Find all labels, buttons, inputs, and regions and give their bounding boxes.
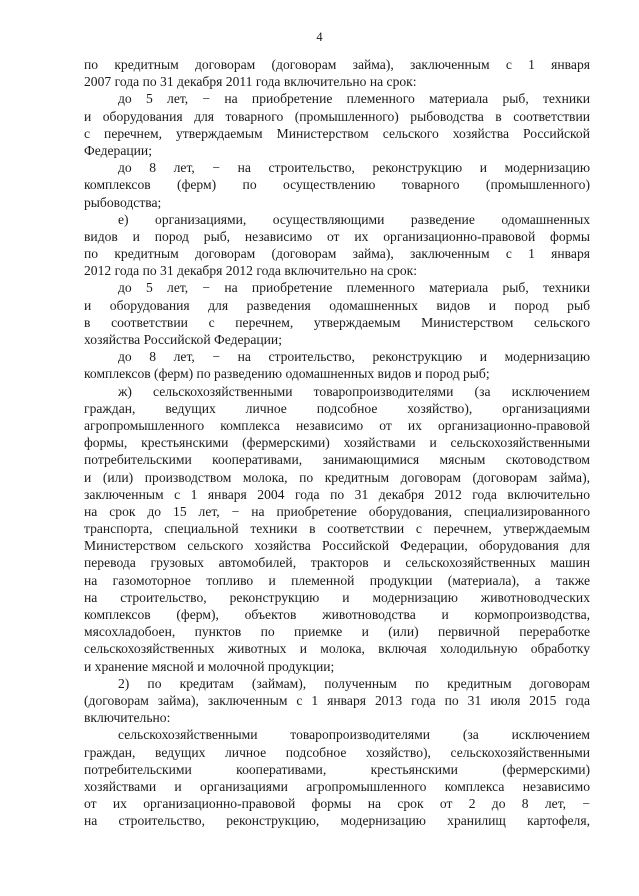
text-line: до 8 лет, − на строительство, реконструкцию и модернизацию <box>118 160 590 176</box>
text-line: потребительскими кооперативами, занимающимися мясным скотоводством <box>84 452 590 468</box>
text-line: (договорам займа), заключенным с 1 января 2013 года по 31 июля 2015 года <box>84 692 590 708</box>
text-line: Федерации; <box>84 142 152 158</box>
text-line: и оборудования для разведения одомашненных видов и пород рыб <box>84 297 590 313</box>
text-line: хозяйства Российской Федерации; <box>84 332 282 347</box>
text-line: сельскохозяйственных животных и молока, включая холодильную обработку <box>84 641 590 657</box>
text-line: перевода грузовых автомобилей, тракторов и сельскохозяйственных машин <box>84 555 590 571</box>
text-line: рыбоводства; <box>84 194 162 210</box>
text-line: граждан, ведущих личное подсобное хозяйство), сельскохозяйственными <box>84 744 590 760</box>
page-number: 4 <box>316 30 323 44</box>
text-line: на строительство, реконструкцию, модернизацию хранилищ картофеля, <box>84 813 590 829</box>
text-line: на срок до 15 лет, − на приобретение оборудования, специализированного <box>84 503 590 519</box>
text-line: 2012 года по 31 декабря 2012 года включительно на срок: <box>84 263 418 279</box>
text-line: и (или) производством молока, по кредитным договорам (договорам займа), <box>84 469 590 485</box>
text-line: транспорта, специальной техники в соответствии с перечнем, утверждаемым <box>84 521 590 537</box>
text-line: заключенным с 1 января 2004 года по 31 декабря 2012 года включительно <box>84 486 590 502</box>
text-line: на строительство, реконструкцию и модернизацию животноводческих <box>84 589 590 605</box>
text-line: на газомоторное топливо и племенной продукции (материала), а также <box>84 572 590 588</box>
text-line: формы, крестьянскими (фермерскими) хозяйствами и сельскохозяйственными <box>84 435 590 451</box>
text-line: до 5 лет, − на приобретение племенного материала рыб, техники <box>118 280 590 296</box>
text-line: комплексов (ферм) по осуществлению товарного (промышленного) <box>84 177 590 193</box>
text-line: мясохладобоен, пунктов по приемке и (или) первичной переработке <box>84 624 590 640</box>
text-line: комплексов (ферм) по разведению одомашненных видов и пород рыб; <box>84 366 490 382</box>
text-line: граждан, ведущих личное подсобное хозяйство), организациями <box>84 400 590 416</box>
text-line: и хранение мясной и молочной продукции; <box>84 658 335 674</box>
text-line: е) организациями, осуществляющими разведение одомашненных <box>118 211 590 227</box>
text-line: Министерством сельского хозяйства Российской Федерации, оборудования для <box>84 538 590 554</box>
text-line: видов и пород рыб, независимо от их организационно-правовой формы <box>84 228 590 244</box>
text-line: 2) по кредитам (займам), полученным по кредитным договорам <box>118 675 590 691</box>
text-line: по кредитным договорам (договорам займа), заключенным с 1 января <box>84 246 590 262</box>
text-line: и оборудования для товарного (промышленного) рыбоводства в соответствии <box>84 108 590 124</box>
text-line: включительно: <box>84 710 171 726</box>
text-line: с перечнем, утверждаемым Министерством сельского хозяйства Российской <box>84 125 590 141</box>
text-line: ж) сельскохозяйственными товаропроизводителями (за исключением <box>118 383 590 399</box>
text-line: комплексов (ферм), объектов животноводства и кормопроизводства, <box>84 607 590 622</box>
document-body <box>84 56 590 829</box>
text-line: по кредитным договорам (договорам займа), заключенным с 1 января <box>84 57 590 72</box>
text-line: хозяйствами и организациями агропромышленного комплекса независимо <box>84 778 590 794</box>
text-line: агропромышленного комплекса независимо от их организационно-правовой <box>84 417 590 433</box>
text-line: до 5 лет, − на приобретение племенного материала рыб, техники <box>118 91 590 107</box>
text-line: от их организационно-правовой формы на срок от 2 до 8 лет, − <box>84 796 590 812</box>
text-line: 2007 года по 31 декабря 2011 года включительно на срок: <box>84 74 417 90</box>
text-line: сельскохозяйственными товаропроизводителями (за исключением <box>118 727 590 743</box>
text-line: до 8 лет, − на строительство, реконструкцию и модернизацию <box>118 349 590 365</box>
text-line: в соответствии с перечнем, утверждаемым Министерством сельского <box>84 314 590 330</box>
text-line: потребительскими кооперативами, крестьянскими (фермерскими) <box>84 761 590 777</box>
